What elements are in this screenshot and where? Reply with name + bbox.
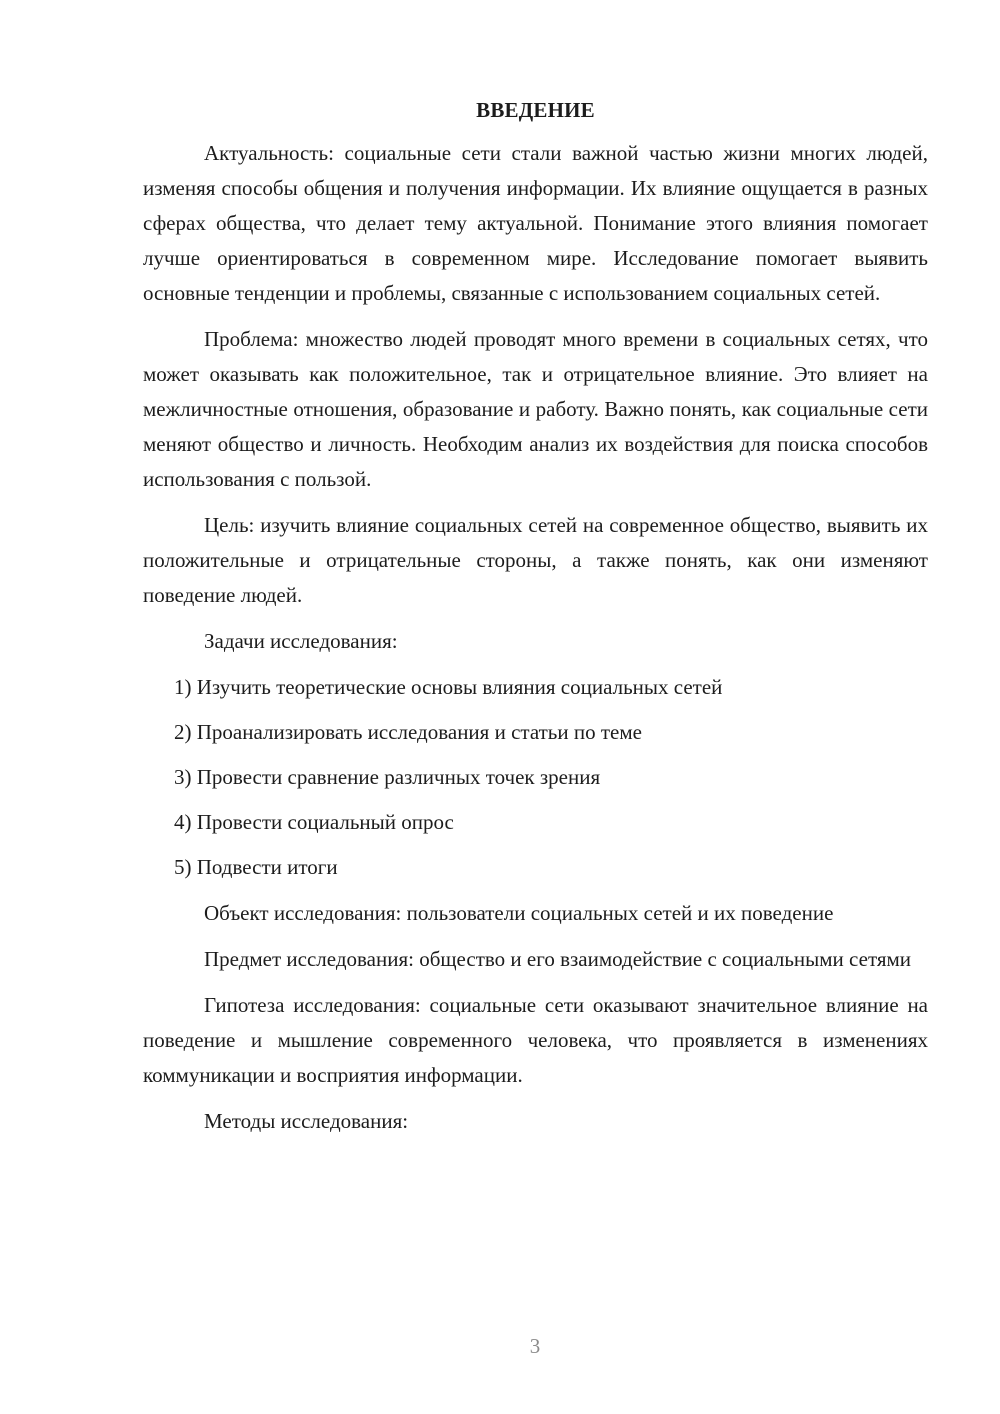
task-item: 4) Провести социальный опрос: [174, 810, 454, 834]
hypothesis-paragraph: Гипотеза исследования: социальные сети оказывают значительное влияние на поведение и мышление современного человека, что проявляется в изменениях коммуникации и восприятия информации.: [143, 993, 928, 1087]
tasks-list: [143, 670, 928, 885]
task-item: 5) Подвести итоги: [174, 855, 338, 879]
task-item: 1) Изучить теоретические основы влияния социальных сетей: [174, 675, 723, 699]
problem-paragraph: Проблема: множество людей проводят много времени в социальных сетях, что может оказывать как положительное, так и отрицательное влияние. Это влияет на межличностные отношения, образование и работу. Важно понять, как социальные сети меняют общество и личность. Необходим анализ их воздействия для поиска способов использования с пользой.: [143, 327, 928, 491]
task-item: 2) Проанализировать исследования и статьи по теме: [174, 720, 642, 744]
goal-paragraph: Цель: изучить влияние социальных сетей на современное общество, выявить их положительные и отрицательные стороны, а также понять, как они изменяют поведение людей.: [143, 513, 928, 607]
object-paragraph: Объект исследования: пользователи социальных сетей и их поведение: [204, 901, 834, 925]
page-number: 3: [529, 1334, 541, 1358]
page-content: [143, 95, 928, 1150]
relevance-paragraph: Актуальность: социальные сети стали важной частью жизни многих людей, изменяя способы общения и получения информации. Их влияние ощущается в разных сферах общества, что делает тему актуальной. Понимание этого влияния помогает лучше ориентироваться в современном мире. Исследование помогает выявить основные тенденции и проблемы, связанные с использованием социальных сетей.: [143, 141, 928, 305]
task-item: 3) Провести сравнение различных точек зрения: [174, 765, 601, 789]
subject-paragraph: Предмет исследования: общество и его взаимодействие с социальными сетями: [204, 947, 912, 971]
methods-heading: Методы исследования:: [204, 1109, 409, 1133]
tasks-heading: Задачи исследования:: [204, 629, 398, 653]
section-title: ВВЕДЕНИЕ: [476, 98, 595, 122]
